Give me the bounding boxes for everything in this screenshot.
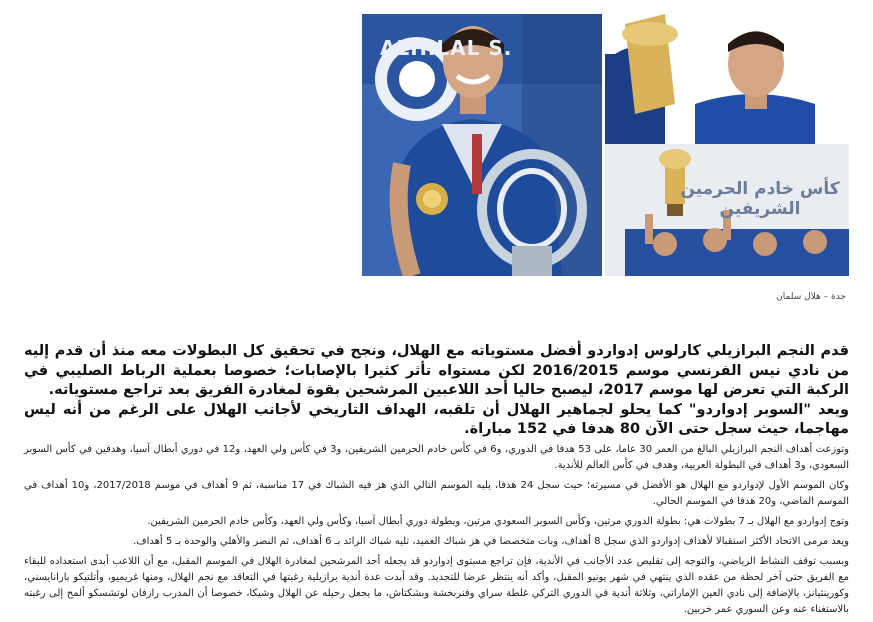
body-paragraph: ويعد مرمى الاتحاد الأكثر استقبالا لأهداف إدواردو الذي سجل 8 أهداف، وبات متخصصا في هز شباك العميد، تليه شباك الرائد بـ 6 أهداف، ثم النصر والأهلي والوحدة بـ 5 أهداف. (133, 536, 849, 547)
player-cup-photo (605, 14, 849, 276)
photo-caption: جدة – هلال سلمان (776, 292, 846, 302)
club-banner-text: ALHILAL S. (380, 36, 513, 60)
body-paragraph: وكان الموسم الأول لإدواردو مع الهلال هو الأفضل في مسيرته؛ حيث سجل 24 هدفا، يليه الموسم التالي الذي هز فيه الشباك في 17 مناسبة، ثم 9 أهداف في موسم 2017/2018، و10 أهداف في الموسم الماضي، و20 هدفا في الموسم الحالي. (24, 480, 849, 507)
lead-paragraph: قدم النجم البرازيلي كارلوس إدواردو أفضل مستوياته مع الهلال، ونجح في تحقيق كل البطولات معه منذ أن قدم إليه من نادي نيس الفرنسي موسم 2016/2015 لكن مستواه تأثر كثيرا بالإصابات؛ خصوصا بعملية الرباط الصليبي في الركبة التي تعرض لها موسم 2017، ليصبح حاليا أحد اللاعبين المرشحين بقوة لمغادرة الفريق بعد تراجع مستوياته. (24, 343, 850, 398)
article-photo (362, 14, 849, 276)
body-paragraph: وتوج إدواردو مع الهلال بـ 7 بطولات هي: بطولة الدوري مرتين، وكأس السوبر السعودي مرتين، وبطولة دوري أبطال آسيا، وكأس ولي العهد، وكأس خادم الحرمين الشريفين. (147, 516, 849, 527)
body-paragraph: وبسبب توقف النشاط الرياضي، والتوجه إلى تقليص عدد الأجانب في الأندية، فإن تراجع مستوى إدواردو قد يجعله أحد المرشحين لمغادرة الهلال في الموسم المقبل، مع أن اللاعب أبدى استعداده للبقاء مع الفريق حتى آخر لحظة من عقده الذي ينتهي في شهر يونيو المقبل، وأكد أنه ينتظر عرضا للتجديد. وقد أبدت عدة أندية برازيلية رغبتها في التعاقد مع نجم الهلال، ومنها غريميو، وأتلتيكو بارانايسني، وكورينثيانز، بالإضافة إلى نادي العين الإماراتي، وثلاثة أندية في الدوري التركي غلطة سراي وفنربخشة وبشكتاش، ما يجعل رحيله عن الهلال وشيكا، خصوصا أن المدرب رازفان لوتشسكو ألمح إلى رغبته بالاستغناء عنه وعن السوري عمر خربين. (24, 556, 849, 615)
player-trophy-photo (362, 14, 602, 276)
article-body (24, 442, 849, 622)
player-cup-illustration (605, 14, 849, 276)
cup-banner-text: كأس خادم الحرمين الشريفين (680, 179, 840, 219)
article-lead (24, 342, 849, 440)
body-paragraph: وتوزعت أهداف النجم البرازيلي البالغ من العمر 30 عاما، على 53 هدفا في الدوري، و6 في كأس خادم الحرمين الشريفين، و3 في كأس ولي العهد، و12 في دوري أبطال آسيا، وهدفين في كأس السوبر السعودي، و3 أهداف في البطولة العربية، وهدف في كأس العالم للأندية. (24, 444, 850, 471)
lead-paragraph: ويعد "السوبر إدواردو" كما يحلو لجماهير الهلال أن تلقبه، الهداف التاريخي لأجانب الهلال على الرغم من أنه ليس مهاجما، حيث سجل حتى الآن 80 هدفا في 152 مباراة. (24, 401, 849, 437)
